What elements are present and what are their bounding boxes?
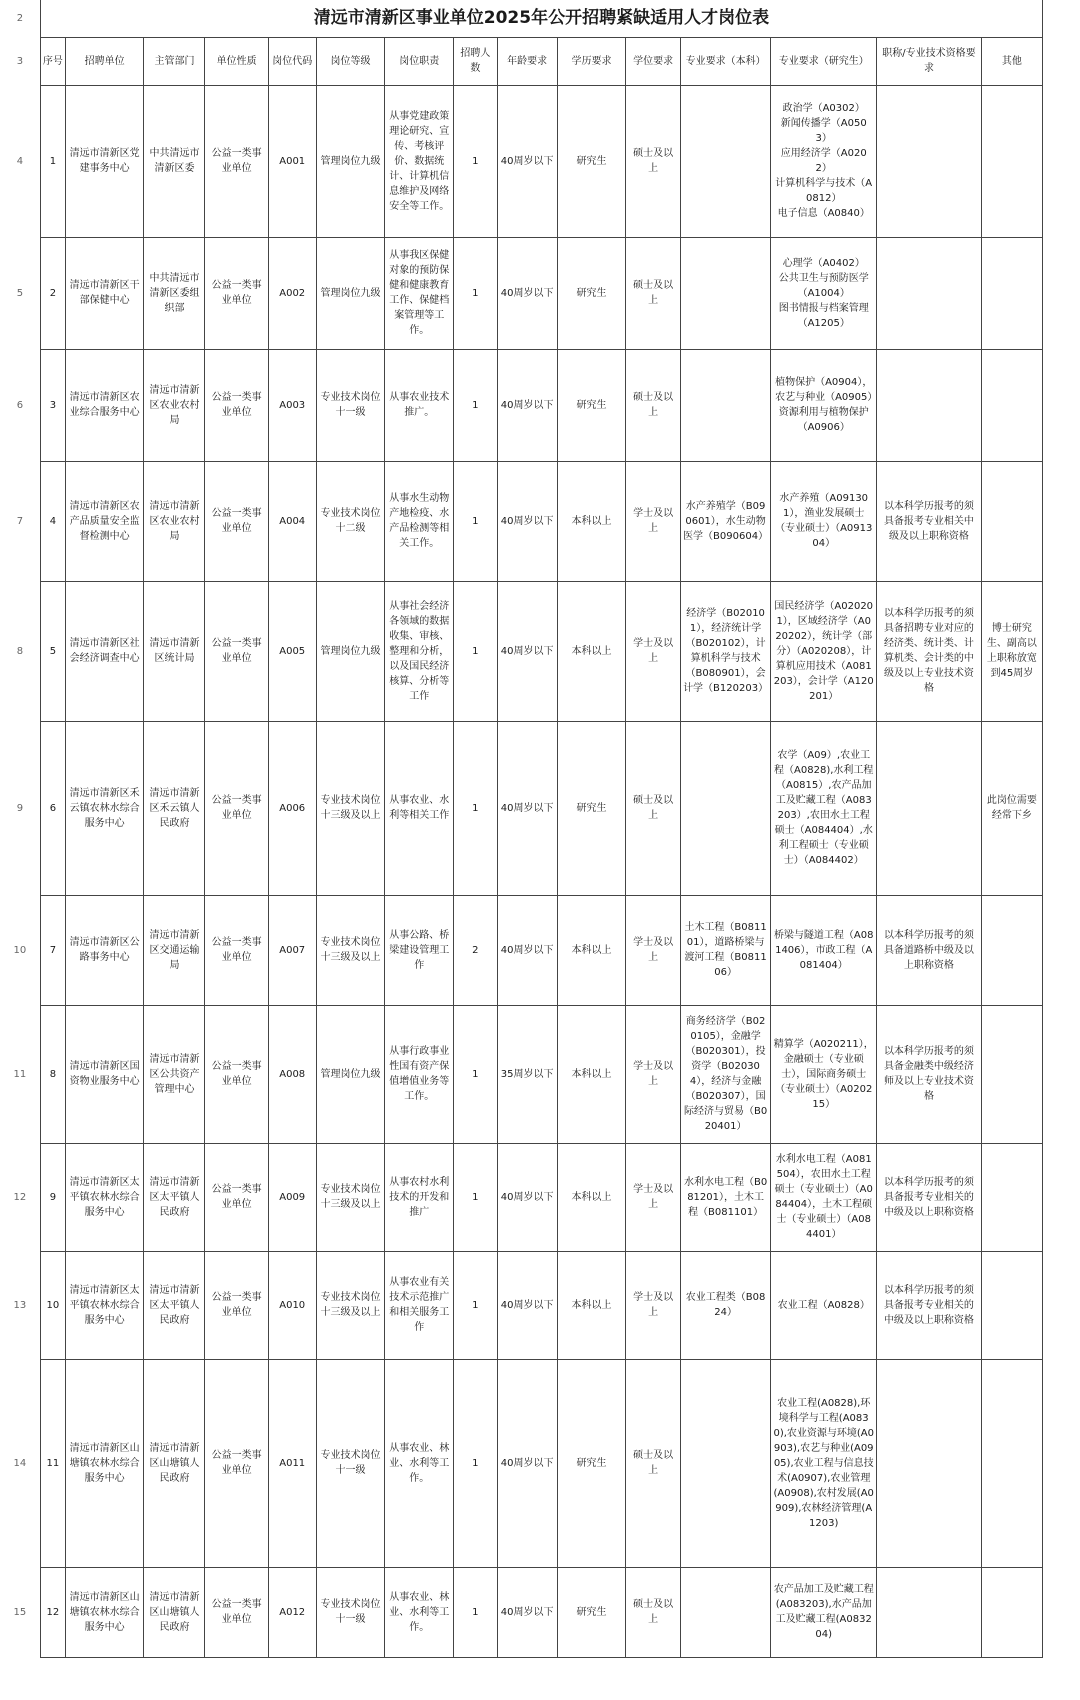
- cell-duty: 从事我区保健对象的预防保健和健康教育工作、保健档案管理等工作。: [385, 237, 454, 349]
- cell-count: 1: [454, 721, 498, 895]
- cell-code: A006: [268, 721, 316, 895]
- cell-nature: 公益一类事业单位: [205, 895, 268, 1005]
- cell-degree: 硕士及以上: [626, 721, 681, 895]
- col-header-age: 年龄要求: [497, 37, 557, 85]
- cell-major-pg: 植物保护（A0904），农艺与种业（A0905）资源利用与植物保护（A0906）: [771, 349, 877, 461]
- table-row: [0, 1567, 1043, 1657]
- cell-major-pg: 农产品加工及贮藏工程(A083203),水产品加工及贮藏工程(A083204): [771, 1567, 877, 1657]
- col-header-count: 招聘人数: [454, 37, 498, 85]
- cell-level: 管理岗位九级: [316, 237, 385, 349]
- cell-code: A009: [268, 1143, 316, 1251]
- cell-code: A005: [268, 581, 316, 721]
- cell-count: 1: [454, 1143, 498, 1251]
- cell-age: 40周岁以下: [497, 1251, 557, 1359]
- col-header-level: 岗位等级: [316, 37, 385, 85]
- cell-major-ug: [680, 349, 771, 461]
- cell-title-req: 以本科学历报考的须具备金融类中级经济师及以上专业技术资格: [877, 1005, 982, 1143]
- cell-other: [981, 895, 1042, 1005]
- cell-no: 8: [40, 1005, 65, 1143]
- table-row: [0, 895, 1043, 1005]
- cell-edu: 研究生: [557, 349, 626, 461]
- col-header-duty: 岗位职责: [385, 37, 454, 85]
- cell-level: 专业技术岗位十一级: [316, 1359, 385, 1567]
- cell-major-pg: 水利水电工程（A081504），农田水土工程硕士（专业硕士）（A084404），土木工程硕士（专业硕士）（A084401）: [771, 1143, 877, 1251]
- cell-other: [981, 237, 1042, 349]
- cell-degree: 硕士及以上: [626, 237, 681, 349]
- cell-edu: 研究生: [557, 1567, 626, 1657]
- cell-unit: 清远市清新区党建事务中心: [65, 85, 144, 237]
- cell-code: A002: [268, 237, 316, 349]
- table-row: [0, 1251, 1043, 1359]
- cell-code: A007: [268, 895, 316, 1005]
- cell-unit: 清远市清新区山塘镇农林水综合服务中心: [65, 1359, 144, 1567]
- cell-duty: 从事党建政策理论研究、宣传、考核评价、数据统计、计算机信息维护及网络安全等工作。: [385, 85, 454, 237]
- cell-age: 40周岁以下: [497, 461, 557, 581]
- cell-dept: 清远市清新区山塘镇人民政府: [144, 1567, 205, 1657]
- cell-duty: 从事农业、水利等相关工作: [385, 721, 454, 895]
- cell-nature: 公益一类事业单位: [205, 85, 268, 237]
- cell-unit: 清远市清新区太平镇农林水综合服务中心: [65, 1251, 144, 1359]
- row-number: 4: [0, 85, 40, 237]
- cell-title-req: 以本科学历报考的须具备道路桥中级及以上职称资格: [877, 895, 982, 1005]
- cell-no: 5: [40, 581, 65, 721]
- cell-major-ug: 土木工程（B081101），道路桥梁与渡河工程（B081106）: [680, 895, 771, 1005]
- cell-major-pg: 国民经济学（A020201），区域经济学（A020202），统计学（部分）（A020208），计算机应用技术（A081203），会计学（A120201）: [771, 581, 877, 721]
- row-number: 12: [0, 1143, 40, 1251]
- cell-nature: 公益一类事业单位: [205, 237, 268, 349]
- table-row: [0, 1143, 1043, 1251]
- col-header-major-ug: 专业要求（本科）: [680, 37, 771, 85]
- cell-unit: 清远市清新区公路事务中心: [65, 895, 144, 1005]
- col-header-degree: 学位要求: [626, 37, 681, 85]
- cell-unit: 清远市清新区太平镇农林水综合服务中心: [65, 1143, 144, 1251]
- table-row: [0, 581, 1043, 721]
- cell-degree: 学士及以上: [626, 1251, 681, 1359]
- cell-major-pg: 精算学（A020211），金融硕士（专业硕士），国际商务硕士（专业硕士）（A020215）: [771, 1005, 877, 1143]
- cell-duty: 从事农业技术推广。: [385, 349, 454, 461]
- cell-other: [981, 85, 1042, 237]
- cell-dept: 清远市清新区交通运输局: [144, 895, 205, 1005]
- cell-title-req: [877, 1567, 982, 1657]
- cell-degree: 硕士及以上: [626, 1359, 681, 1567]
- col-header-title-req: 职称/专业技术资格要求: [877, 37, 982, 85]
- row-number: 10: [0, 895, 40, 1005]
- cell-count: 1: [454, 461, 498, 581]
- cell-degree: 学士及以上: [626, 461, 681, 581]
- cell-unit: 清远市清新区农业综合服务中心: [65, 349, 144, 461]
- cell-age: 40周岁以下: [497, 1143, 557, 1251]
- cell-code: A008: [268, 1005, 316, 1143]
- cell-nature: 公益一类事业单位: [205, 1251, 268, 1359]
- cell-edu: 本科以上: [557, 1143, 626, 1251]
- row-number: 9: [0, 721, 40, 895]
- cell-other: [981, 1005, 1042, 1143]
- cell-major-pg: 水产养殖（A091301），渔业发展硕士（专业硕士）（A091304）: [771, 461, 877, 581]
- cell-dept: 清远市清新区太平镇人民政府: [144, 1143, 205, 1251]
- col-header-no: 序号: [40, 37, 65, 85]
- cell-no: 12: [40, 1567, 65, 1657]
- col-header-major-pg: 专业要求（研究生）: [771, 37, 877, 85]
- col-header-other: 其他: [981, 37, 1042, 85]
- row-number: 15: [0, 1567, 40, 1657]
- cell-degree: 硕士及以上: [626, 1567, 681, 1657]
- cell-title-req: [877, 1359, 982, 1567]
- row-number: 2: [0, 0, 40, 37]
- cell-nature: 公益一类事业单位: [205, 581, 268, 721]
- cell-title-req: [877, 85, 982, 237]
- cell-age: 40周岁以下: [497, 85, 557, 237]
- cell-age: 40周岁以下: [497, 237, 557, 349]
- cell-unit: 清远市清新区禾云镇农林水综合服务中心: [65, 721, 144, 895]
- col-header-dept: 主管部门: [144, 37, 205, 85]
- row-number: 14: [0, 1359, 40, 1567]
- header-row: [0, 37, 1043, 85]
- cell-major-ug: 经济学（B020101），经济统计学（B020102），计算机科学与技术（B080901），会计学（B120203）: [680, 581, 771, 721]
- cell-nature: 公益一类事业单位: [205, 721, 268, 895]
- cell-duty: 从事农业、林业、水利等工作。: [385, 1359, 454, 1567]
- cell-code: A010: [268, 1251, 316, 1359]
- cell-code: A001: [268, 85, 316, 237]
- cell-other: 此岗位需要经常下乡: [981, 721, 1042, 895]
- row-number: 13: [0, 1251, 40, 1359]
- cell-no: 6: [40, 721, 65, 895]
- cell-age: 40周岁以下: [497, 721, 557, 895]
- table-row: [0, 1005, 1043, 1143]
- table-row: [0, 85, 1043, 237]
- cell-major-pg: 农学（A09）,农业工程（A0828),水利工程（A0815）,农产品加工及贮藏工程（A083203）,农田水土工程硕士（A084404）,水利工程硕士（专业硕士）（A084402）: [771, 721, 877, 895]
- cell-edu: 本科以上: [557, 1251, 626, 1359]
- cell-nature: 公益一类事业单位: [205, 1359, 268, 1567]
- cell-major-pg: 农业工程(A0828),环境科学与工程(A0830),农业资源与环境(A0903),农艺与种业(A0905),农业工程与信息技术(A0907),农业管理(A0908),农村发展(A0909),农林经济管理(A1203): [771, 1359, 877, 1567]
- cell-no: 2: [40, 237, 65, 349]
- table-row: [0, 1359, 1043, 1567]
- cell-level: 专业技术岗位十三级及以上: [316, 721, 385, 895]
- cell-no: 9: [40, 1143, 65, 1251]
- cell-nature: 公益一类事业单位: [205, 349, 268, 461]
- table-row: [0, 349, 1043, 461]
- cell-count: 1: [454, 1251, 498, 1359]
- cell-title-req: 以本科学历报考的须具备报考专业相关中级及以上职称资格: [877, 461, 982, 581]
- cell-duty: 从事农村水利技术的开发和推广: [385, 1143, 454, 1251]
- cell-duty: 从事农业有关技术示范推广和相关服务工作: [385, 1251, 454, 1359]
- cell-other: [981, 1143, 1042, 1251]
- cell-title-req: [877, 721, 982, 895]
- cell-title-req: 以本科学历报考的须具备报考专业相关的中级及以上职称资格: [877, 1143, 982, 1251]
- cell-level: 专业技术岗位十三级及以上: [316, 895, 385, 1005]
- cell-major-ug: [680, 237, 771, 349]
- cell-edu: 本科以上: [557, 581, 626, 721]
- table-row: [0, 237, 1043, 349]
- cell-unit: 清远市清新区干部保健中心: [65, 237, 144, 349]
- cell-no: 3: [40, 349, 65, 461]
- cell-age: 40周岁以下: [497, 581, 557, 721]
- cell-major-pg: 心理学（A0402） 公共卫生与预防医学（A1004） 图书情报与档案管理（A1205）: [771, 237, 877, 349]
- col-header-code: 岗位代码: [268, 37, 316, 85]
- cell-duty: 从事水生动物产地检疫、水产品检测等相关工作。: [385, 461, 454, 581]
- cell-count: 1: [454, 581, 498, 721]
- cell-dept: 清远市清新区统计局: [144, 581, 205, 721]
- cell-title-req: 以本科学历报考的须具备报考专业相关的中级及以上职称资格: [877, 1251, 982, 1359]
- cell-duty: 从事农业、林业、水利等工作。: [385, 1567, 454, 1657]
- cell-age: 40周岁以下: [497, 1567, 557, 1657]
- cell-count: 1: [454, 349, 498, 461]
- cell-age: 40周岁以下: [497, 895, 557, 1005]
- cell-age: 35周岁以下: [497, 1005, 557, 1143]
- cell-dept: 清远市清新区农业农村局: [144, 461, 205, 581]
- cell-no: 4: [40, 461, 65, 581]
- cell-count: 1: [454, 1567, 498, 1657]
- cell-dept: 清远市清新区太平镇人民政府: [144, 1251, 205, 1359]
- cell-major-ug: [680, 721, 771, 895]
- row-number: 3: [0, 37, 40, 85]
- cell-major-ug: 商务经济学（B020105），金融学（B020301），投资学（B020304），经济与金融（B020307），国际经济与贸易（B020401）: [680, 1005, 771, 1143]
- cell-duty: 从事行政事业性国有资产保值增值业务等工作。: [385, 1005, 454, 1143]
- table-title: 清远市清新区事业单位2025年公开招聘紧缺适用人才岗位表: [40, 0, 1042, 37]
- cell-count: 1: [454, 1359, 498, 1567]
- cell-no: 7: [40, 895, 65, 1005]
- cell-dept: 中共清远市清新区委: [144, 85, 205, 237]
- cell-unit: 清远市清新区国资物业服务中心: [65, 1005, 144, 1143]
- cell-other: [981, 461, 1042, 581]
- cell-degree: 硕士及以上: [626, 85, 681, 237]
- cell-code: A012: [268, 1567, 316, 1657]
- cell-nature: 公益一类事业单位: [205, 1143, 268, 1251]
- cell-nature: 公益一类事业单位: [205, 1005, 268, 1143]
- cell-edu: 研究生: [557, 721, 626, 895]
- cell-level: 专业技术岗位十三级及以上: [316, 1143, 385, 1251]
- cell-no: 11: [40, 1359, 65, 1567]
- row-number: 11: [0, 1005, 40, 1143]
- row-number: 5: [0, 237, 40, 349]
- cell-degree: 学士及以上: [626, 895, 681, 1005]
- cell-degree: 硕士及以上: [626, 349, 681, 461]
- cell-dept: 中共清远市清新区委组织部: [144, 237, 205, 349]
- cell-degree: 学士及以上: [626, 1005, 681, 1143]
- row-number: 8: [0, 581, 40, 721]
- cell-count: 1: [454, 237, 498, 349]
- cell-edu: 本科以上: [557, 461, 626, 581]
- cell-other: [981, 1359, 1042, 1567]
- cell-level: 专业技术岗位十一级: [316, 349, 385, 461]
- cell-level: 管理岗位九级: [316, 1005, 385, 1143]
- cell-edu: 研究生: [557, 237, 626, 349]
- cell-count: 1: [454, 85, 498, 237]
- cell-dept: 清远市清新区公共资产管理中心: [144, 1005, 205, 1143]
- cell-other: [981, 1567, 1042, 1657]
- cell-edu: 研究生: [557, 85, 626, 237]
- cell-count: 2: [454, 895, 498, 1005]
- cell-major-ug: 农业工程类（B0824）: [680, 1251, 771, 1359]
- table-row: [0, 721, 1043, 895]
- cell-edu: 本科以上: [557, 895, 626, 1005]
- cell-level: 专业技术岗位十二级: [316, 461, 385, 581]
- cell-other: 博士研究生、副高以上职称放宽到45周岁: [981, 581, 1042, 721]
- cell-unit: 清远市清新区山塘镇农林水综合服务中心: [65, 1567, 144, 1657]
- cell-level: 专业技术岗位十一级: [316, 1567, 385, 1657]
- cell-nature: 公益一类事业单位: [205, 461, 268, 581]
- table-row: [0, 461, 1043, 581]
- cell-duty: 从事公路、桥梁建设管理工作: [385, 895, 454, 1005]
- cell-other: [981, 1251, 1042, 1359]
- cell-code: A004: [268, 461, 316, 581]
- cell-dept: 清远市清新区禾云镇人民政府: [144, 721, 205, 895]
- cell-no: 10: [40, 1251, 65, 1359]
- cell-duty: 从事社会经济各领域的数据收集、审核、整理和分析，以及国民经济核算、分析等工作: [385, 581, 454, 721]
- cell-title-req: [877, 237, 982, 349]
- title-row: [0, 0, 1043, 37]
- cell-level: 专业技术岗位十三级及以上: [316, 1251, 385, 1359]
- cell-major-ug: 水产养殖学（B090601），水生动物医学（B090604）: [680, 461, 771, 581]
- cell-count: 1: [454, 1005, 498, 1143]
- cell-unit: 清远市清新区农产品质量安全监督检测中心: [65, 461, 144, 581]
- cell-level: 管理岗位九级: [316, 85, 385, 237]
- cell-level: 管理岗位九级: [316, 581, 385, 721]
- cell-degree: 学士及以上: [626, 1143, 681, 1251]
- cell-no: 1: [40, 85, 65, 237]
- cell-edu: 研究生: [557, 1359, 626, 1567]
- cell-age: 40周岁以下: [497, 349, 557, 461]
- cell-code: A011: [268, 1359, 316, 1567]
- cell-dept: 清远市清新区农业农村局: [144, 349, 205, 461]
- cell-age: 40周岁以下: [497, 1359, 557, 1567]
- cell-dept: 清远市清新区山塘镇人民政府: [144, 1359, 205, 1567]
- cell-title-req: 以本科学历报考的须具备招聘专业对应的经济类、统计类、计算机类、会计类的中级及以上专业技术资格: [877, 581, 982, 721]
- cell-major-ug: 水利水电工程（B081201），土木工程（B081101）: [680, 1143, 771, 1251]
- cell-other: [981, 349, 1042, 461]
- cell-unit: 清远市清新区社会经济调查中心: [65, 581, 144, 721]
- cell-edu: 本科以上: [557, 1005, 626, 1143]
- cell-major-pg: 农业工程（A0828）: [771, 1251, 877, 1359]
- cell-major-pg: 政治学（A0302） 新闻传播学（A0503） 应用经济学（A0202） 计算机科学与技术（A0812） 电子信息（A0840）: [771, 85, 877, 237]
- cell-major-pg: 桥梁与隧道工程（A081406），市政工程（A081404）: [771, 895, 877, 1005]
- cell-title-req: [877, 349, 982, 461]
- cell-major-ug: [680, 1359, 771, 1567]
- cell-code: A003: [268, 349, 316, 461]
- col-header-edu: 学历要求: [557, 37, 626, 85]
- row-number: 7: [0, 461, 40, 581]
- cell-nature: 公益一类事业单位: [205, 1567, 268, 1657]
- col-header-nature: 单位性质: [205, 37, 268, 85]
- row-number: 6: [0, 349, 40, 461]
- col-header-unit: 招聘单位: [65, 37, 144, 85]
- cell-degree: 学士及以上: [626, 581, 681, 721]
- cell-major-ug: [680, 85, 771, 237]
- cell-major-ug: [680, 1567, 771, 1657]
